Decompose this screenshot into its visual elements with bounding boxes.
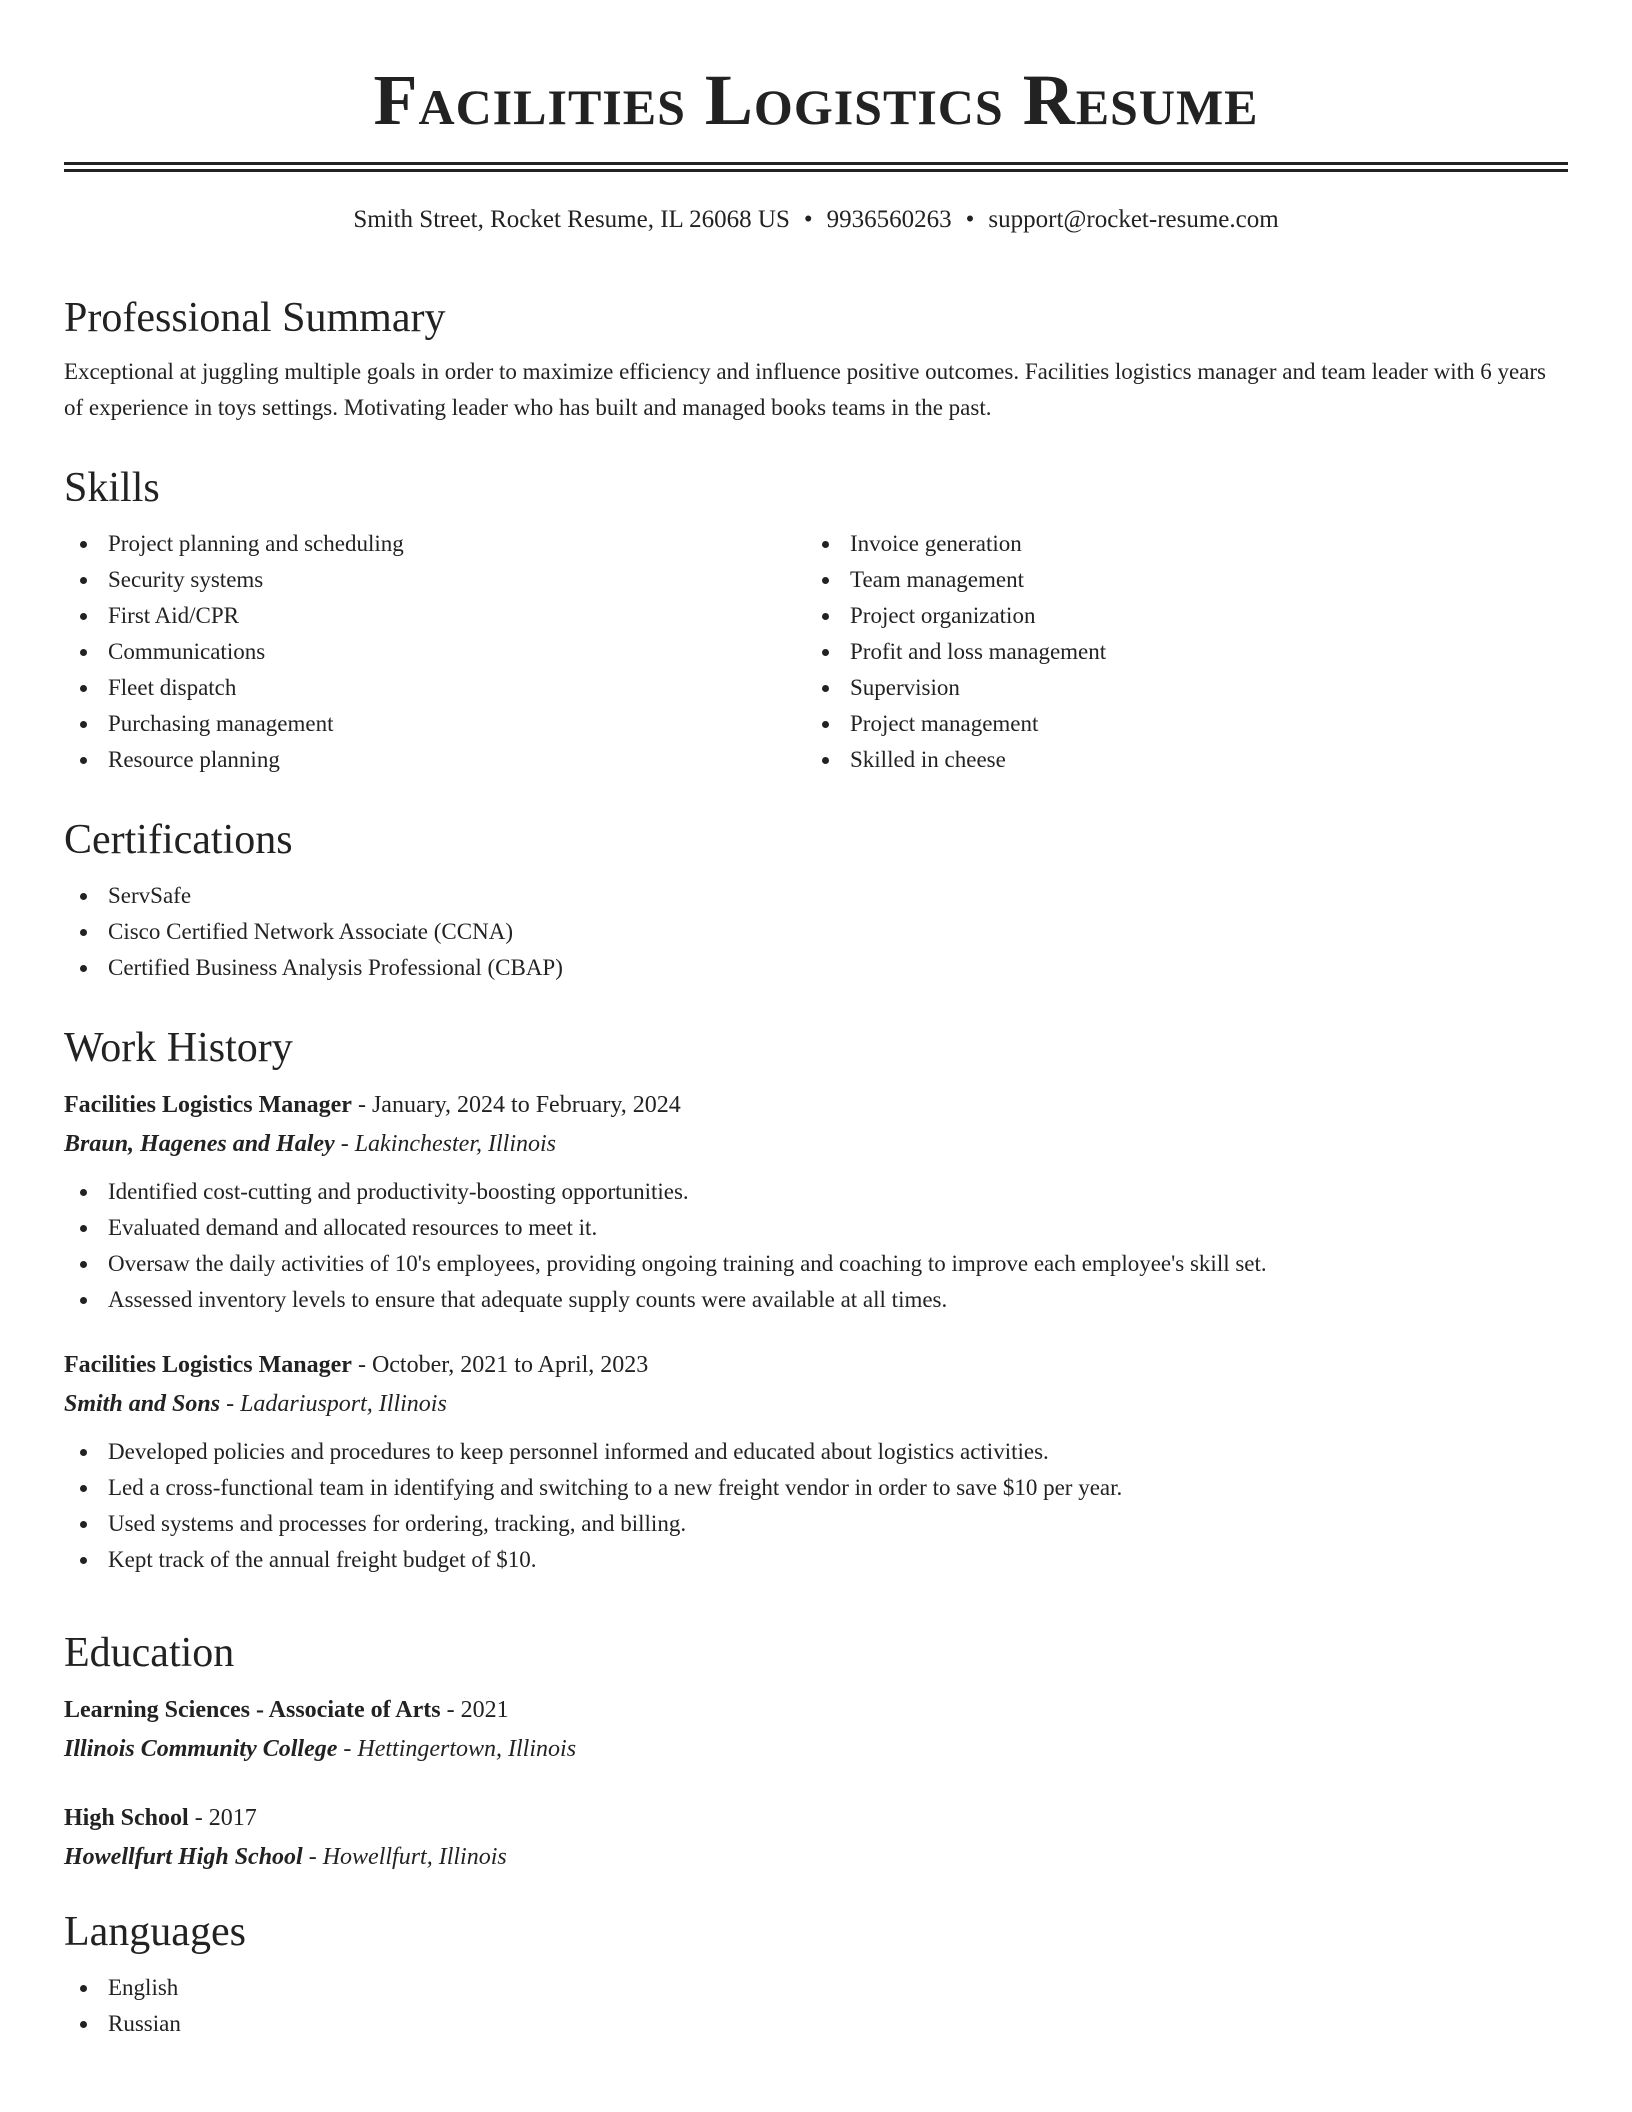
- page-title: Facilities Logistics Resume: [373, 60, 1259, 140]
- education-location: - Howellfurt, Illinois: [302, 1844, 507, 1870]
- education-heading: Education: [64, 1630, 235, 1676]
- summary-text: Exceptional at juggling multiple goals in order to maximize efficiency and influence positive outcomes. Facilities logistics manager and team leader with 6 years of experience in toys settings. Motivating leader who has built and managed books teams in the past.: [64, 359, 1546, 420]
- job-company: Braun, Hagenes and Haley: [64, 1131, 335, 1157]
- contact-email: support@rocket-resume.com: [988, 206, 1279, 233]
- skill-item: Skilled in cheese: [806, 742, 1548, 778]
- language-item: English: [64, 1970, 1568, 2006]
- education-degree: Learning Sciences - Associate of Arts: [64, 1697, 441, 1723]
- job-dates: - January, 2024 to February, 2024: [351, 1092, 681, 1118]
- contact-phone: 9936560263: [826, 206, 952, 233]
- education-degree-line: [64, 1799, 1568, 1837]
- work-history-section: [64, 1022, 1568, 1578]
- certification-item: Cisco Certified Network Associate (CCNA): [64, 914, 1568, 950]
- skills-right-list: [806, 526, 1548, 778]
- skill-item: Team management: [806, 562, 1548, 598]
- job-company-line: [64, 1124, 1568, 1164]
- job-location: - Lakinchester, Illinois: [334, 1131, 557, 1157]
- skill-item: Communications: [64, 634, 806, 670]
- certification-item: ServSafe: [64, 878, 1568, 914]
- job-bullet: Led a cross-functional team in identifying and switching to a new freight vendor in order to save $10 per year.: [64, 1470, 1568, 1506]
- education-school-line: [64, 1837, 1568, 1877]
- job-bullets: [64, 1434, 1568, 1578]
- skill-item: Resource planning: [64, 742, 806, 778]
- job-company-line: [64, 1384, 1568, 1424]
- education-entry: [64, 1691, 1568, 1769]
- skill-item: Project planning and scheduling: [64, 526, 806, 562]
- skill-item: Supervision: [806, 670, 1548, 706]
- education-degree: High School: [64, 1805, 189, 1831]
- job-bullet: Used systems and processes for ordering, tracking, and billing.: [64, 1506, 1568, 1542]
- skill-item: Invoice generation: [806, 526, 1548, 562]
- job-header: [64, 1346, 1568, 1384]
- education-location: - Hettingertown, Illinois: [337, 1736, 577, 1762]
- job-bullets: [64, 1174, 1568, 1318]
- education-section: [64, 1627, 1568, 1877]
- job-bullet: Identified cost-cutting and productivity-boosting opportunities.: [64, 1174, 1568, 1210]
- job-bullet: Evaluated demand and allocated resources to meet it.: [64, 1210, 1568, 1246]
- skills-heading: Skills: [64, 465, 160, 511]
- contact-separator: •: [803, 206, 813, 233]
- certifications-section: [64, 814, 1568, 986]
- job-bullet: Assessed inventory levels to ensure that adequate supply counts were available at all times.: [64, 1282, 1568, 1318]
- job-entry: [64, 1346, 1568, 1578]
- skills-left-list: [64, 526, 806, 778]
- education-school: Illinois Community College: [64, 1736, 338, 1762]
- certifications-heading: Certifications: [64, 817, 293, 863]
- languages-section: [64, 1906, 1568, 2042]
- job-dates: - October, 2021 to April, 2023: [351, 1352, 649, 1378]
- languages-list: [64, 1970, 1568, 2042]
- title-double-rule: [64, 162, 1568, 172]
- skills-section: [64, 462, 1568, 778]
- contact-line: [64, 204, 1568, 236]
- job-company: Smith and Sons: [64, 1391, 221, 1417]
- job-header: [64, 1086, 1568, 1124]
- skill-item: Purchasing management: [64, 706, 806, 742]
- job-title: Facilities Logistics Manager: [64, 1092, 352, 1118]
- contact-separator: •: [965, 206, 975, 233]
- skill-item: Project organization: [806, 598, 1548, 634]
- skill-item: First Aid/CPR: [64, 598, 806, 634]
- education-school: Howellfurt High School: [64, 1844, 303, 1870]
- education-year: - 2017: [188, 1805, 257, 1831]
- skill-item: Project management: [806, 706, 1548, 742]
- education-degree-line: [64, 1691, 1568, 1729]
- language-item: Russian: [64, 2006, 1568, 2042]
- job-entry: [64, 1086, 1568, 1318]
- job-bullet: Developed policies and procedures to keep personnel informed and educated about logistics activities.: [64, 1434, 1568, 1470]
- education-year: - 2021: [440, 1697, 509, 1723]
- languages-heading: Languages: [64, 1909, 246, 1955]
- skills-columns: [64, 526, 1568, 778]
- education-entry: [64, 1799, 1568, 1877]
- summary-heading: Professional Summary: [64, 295, 446, 341]
- skill-item: Fleet dispatch: [64, 670, 806, 706]
- contact-address: Smith Street, Rocket Resume, IL 26068 US: [353, 206, 790, 233]
- job-bullet: Kept track of the annual freight budget of $10.: [64, 1542, 1568, 1578]
- skill-item: Profit and loss management: [806, 634, 1548, 670]
- certifications-list: [64, 878, 1568, 986]
- job-title: Facilities Logistics Manager: [64, 1352, 352, 1378]
- job-location: - Ladariusport, Illinois: [220, 1391, 447, 1417]
- job-bullet: Oversaw the daily activities of 10's employees, providing ongoing training and coaching to improve each employee's skill set.: [64, 1246, 1568, 1282]
- work-history-heading: Work History: [64, 1025, 293, 1071]
- education-school-line: [64, 1729, 1568, 1769]
- skill-item: Security systems: [64, 562, 806, 598]
- summary-section: [64, 292, 1568, 426]
- certification-item: Certified Business Analysis Professional (CBAP): [64, 950, 1568, 986]
